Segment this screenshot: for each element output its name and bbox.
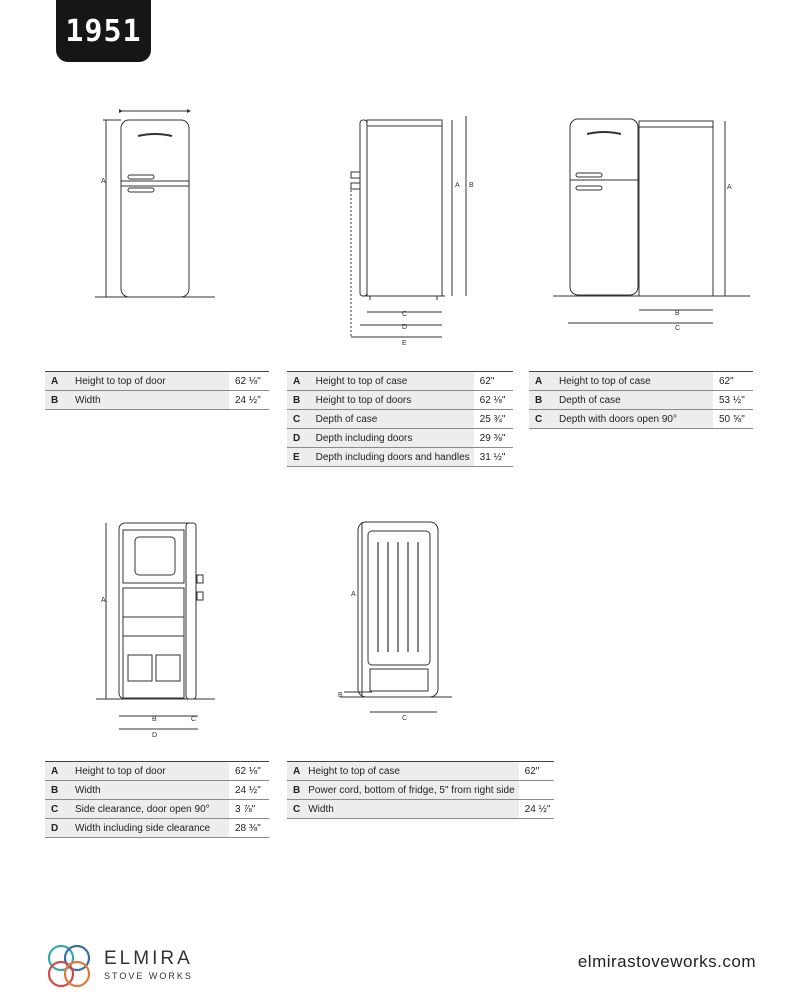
row-letter: A <box>287 372 312 391</box>
open-front-dim-c: C <box>191 716 197 723</box>
row-description: Depth of case <box>312 410 474 429</box>
spec-table-back <box>287 761 554 819</box>
website-link[interactable]: elmirastoveworks.com <box>577 952 756 971</box>
row-value: 31 ½" <box>474 448 513 467</box>
row-value: 25 ¾" <box>474 410 513 429</box>
model-number: 1951 <box>65 13 142 49</box>
table-row <box>287 410 513 429</box>
side-open-dim-c: C <box>675 325 681 332</box>
side-open-drawing <box>553 119 750 323</box>
table-row <box>287 781 554 800</box>
row-value: 24 ½" <box>519 800 555 819</box>
table-row <box>45 762 269 781</box>
elmira-logo-icon <box>43 940 95 992</box>
row-value <box>519 781 555 800</box>
spec-table-front <box>45 371 269 410</box>
row-letter: D <box>45 819 71 838</box>
row-letter: C <box>45 800 71 819</box>
row-value: 53 ½" <box>713 391 753 410</box>
row-description: Height to top of case <box>555 372 713 391</box>
row-description: Depth including doors <box>312 429 474 448</box>
open-front-dim-a: A <box>101 597 106 604</box>
row-description: Height to top of door <box>71 372 229 391</box>
row-description: Height to top of doors <box>312 391 474 410</box>
row-value: 62" <box>474 372 513 391</box>
back-dim-b: B <box>338 692 343 699</box>
table-row <box>287 800 554 819</box>
row-description: Depth with doors open 90° <box>555 410 713 429</box>
table-row <box>287 448 513 467</box>
table-row <box>287 372 513 391</box>
row-description: Side clearance, door open 90° <box>71 800 229 819</box>
row-value: 62" <box>713 372 753 391</box>
row-letter: D <box>287 429 312 448</box>
table-row <box>287 429 513 448</box>
row-letter: E <box>287 448 312 467</box>
open-front-drawing <box>96 523 215 729</box>
spec-table-open-front <box>45 761 269 838</box>
row-letter: B <box>45 391 71 410</box>
table-row <box>45 819 269 838</box>
side-open-dim-a: A <box>727 184 732 191</box>
row-description: Power cord, bottom of fridge, 5" from right side <box>304 781 518 800</box>
table-row <box>45 372 269 391</box>
table-row <box>529 410 753 429</box>
side-dim-a: A <box>455 182 460 189</box>
side-dim-d: D <box>402 324 408 331</box>
back-dim-c: C <box>402 715 408 722</box>
row-letter: A <box>45 762 71 781</box>
open-front-dim-d: D <box>152 732 158 739</box>
row-value: 3 ⅞" <box>229 800 269 819</box>
row-value: 28 ⅜" <box>229 819 269 838</box>
table-row <box>287 762 554 781</box>
table-row <box>529 391 753 410</box>
row-letter: A <box>287 762 304 781</box>
row-description: Depth of case <box>555 391 713 410</box>
side-dim-e: E <box>402 340 407 347</box>
table-row <box>45 781 269 800</box>
open-front-dim-b: B <box>152 716 157 723</box>
row-description: Width <box>71 781 229 800</box>
row-letter: A <box>529 372 555 391</box>
row-value: 50 ⅝" <box>713 410 753 429</box>
row-value: 62" <box>519 762 555 781</box>
row-description: Width <box>304 800 518 819</box>
row-description: Width including side clearance <box>71 819 229 838</box>
side-dim-b: B <box>469 182 474 189</box>
front-dim-a: A <box>101 178 106 185</box>
row-letter: C <box>529 410 555 429</box>
brand-line2: STOVE WORKS <box>104 971 193 981</box>
row-letter: B <box>287 781 304 800</box>
side-open-dim-b: B <box>675 310 680 317</box>
row-letter: C <box>287 410 312 429</box>
row-description: Width <box>71 391 229 410</box>
row-value: 24 ½" <box>229 391 269 410</box>
back-dim-a: A <box>351 591 356 598</box>
row-value: 62 ⅛" <box>474 391 513 410</box>
row-value: 62 ⅛" <box>229 762 269 781</box>
table-row <box>287 391 513 410</box>
table-row <box>45 800 269 819</box>
row-description: Depth including doors and handles <box>312 448 474 467</box>
row-value: 24 ½" <box>229 781 269 800</box>
row-value: 29 ⅜" <box>474 429 513 448</box>
table-row <box>45 391 269 410</box>
table-row <box>529 372 753 391</box>
brand-name <box>104 948 193 981</box>
brand-line1: ELMIRA <box>104 948 193 969</box>
row-letter: B <box>45 781 71 800</box>
back-view-drawing <box>340 522 452 712</box>
side-view-drawing <box>351 116 466 337</box>
row-description: Height to top of case <box>312 372 474 391</box>
spec-table-side <box>287 371 513 467</box>
row-letter: B <box>529 391 555 410</box>
front-view-drawing <box>95 111 215 297</box>
row-letter: C <box>287 800 304 819</box>
row-description: Height to top of door <box>71 762 229 781</box>
spec-table-side-open <box>529 371 753 429</box>
row-letter: A <box>45 372 71 391</box>
row-value: 62 ⅛" <box>229 372 269 391</box>
side-dim-c: C <box>402 311 408 318</box>
row-letter: B <box>287 391 312 410</box>
row-description: Height to top of case <box>304 762 518 781</box>
